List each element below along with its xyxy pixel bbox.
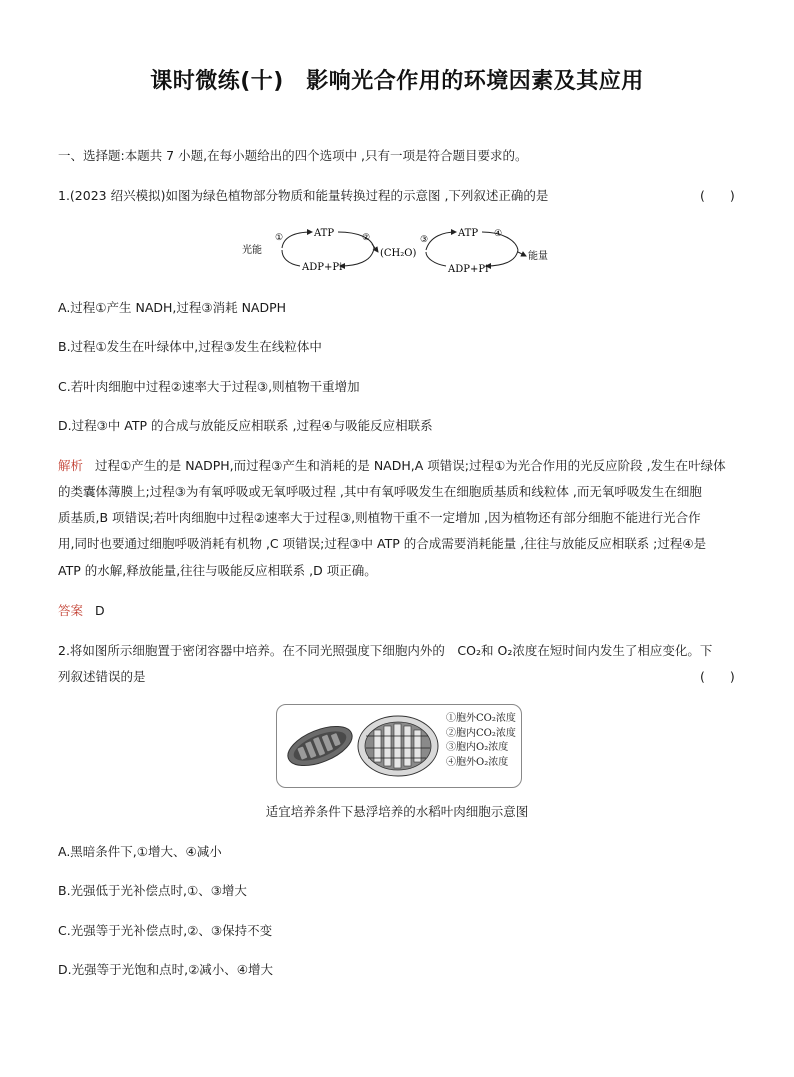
q1-stem: 1.(2023 绍兴模拟)如图为绿色植物部分物质和能量转换过程的示意图 ,下列叙述正确的是 bbox=[58, 188, 549, 203]
cycle-2-bottom-right bbox=[486, 250, 518, 266]
analysis-text-1: 过程①产生的是 NADPH,而过程③产生和消耗的是 NADH,A 项错误;过程①为光合作用的光反应阶段 ,发生在叶绿体 bbox=[95, 458, 726, 473]
arrow-3 bbox=[426, 232, 456, 250]
q1-analysis-line-4: 用,同时也要通过细胞呼吸消耗有机物 ,C 项错误;过程③中 ATP 的合成需要消耗能量 ,往往与放能反应相联系 ;过程④是 bbox=[58, 536, 707, 551]
cycle-1-bottom-right bbox=[340, 248, 374, 266]
q2-answer-paren: ( ) bbox=[700, 669, 735, 684]
cycle-1-bottom-left bbox=[282, 250, 300, 266]
q1-option-a: A.过程①产生 NADH,过程③消耗 NADPH bbox=[58, 300, 287, 315]
q1-energy-diagram bbox=[240, 222, 560, 278]
q1-analysis-line-2: 的类囊体薄膜上;过程③为有氧呼吸或无氧呼吸过程 ,其中有氧呼吸发生在细胞质基质和线粒体 ,而无氧呼吸发生在细胞 bbox=[58, 484, 702, 499]
q2-option-d: D.光强等于光饱和点时,②减小、④增大 bbox=[58, 962, 273, 977]
answer-label: 答案 bbox=[58, 603, 84, 618]
analysis-label: 解析 bbox=[58, 458, 84, 473]
cycle-2-top-right bbox=[482, 232, 518, 250]
q2-stem-line-2: 列叙述错误的是 bbox=[58, 669, 146, 684]
q1-analysis-line-5: ATP 的水解,释放能量,往往与吸能反应相联系 ,D 项正确。 bbox=[58, 563, 377, 578]
answer-value: D bbox=[95, 603, 105, 618]
q2-legend bbox=[446, 712, 516, 770]
section-heading: 一、选择题:本题共 7 小题,在每小题给出的四个选项中 ,只有一项是符合题目要求的。 bbox=[58, 148, 528, 163]
arrow-energy bbox=[518, 252, 526, 256]
q1-answer bbox=[58, 601, 105, 619]
q2-option-c: C.光强等于光补偿点时,②、③保持不变 bbox=[58, 923, 273, 938]
process-4-number: ④ bbox=[494, 229, 503, 239]
atp-1-label: ATP bbox=[314, 228, 335, 239]
q2-stem-line-1: 2.将如图所示细胞置于密闭容器中培养。在不同光照强度下细胞内外的 CO₂和 O₂浓度在短时间内发生了相应变化。下 bbox=[58, 643, 713, 658]
q2-option-a: A.黑暗条件下,①增大、④减小 bbox=[58, 844, 222, 859]
process-1-number: ① bbox=[275, 233, 284, 243]
q2-option-b: B.光强低于光补偿点时,①、③增大 bbox=[58, 883, 247, 898]
ch2o-label: (CH₂O) bbox=[380, 248, 417, 259]
q1-analysis-line-3: 质基质,B 项错误;若叶肉细胞中过程②速率大于过程③,则植物干重不一定增加 ,因为植物还有部分细胞不能进行光合作 bbox=[58, 510, 701, 525]
adp-1-label: ADP+Pi bbox=[302, 262, 343, 273]
cycle-2-bottom-left bbox=[426, 252, 446, 266]
q1-analysis-line-1 bbox=[58, 456, 726, 474]
q1-option-d: D.过程③中 ATP 的合成与放能反应相联系 ,过程④与吸能反应相联系 bbox=[58, 418, 433, 433]
adp-2-label: ADP+Pi bbox=[448, 264, 489, 275]
chloroplast-icon bbox=[282, 718, 357, 773]
q1-option-c: C.若叶肉细胞中过程②速率大于过程③,则植物干重增加 bbox=[58, 379, 360, 394]
page-title: 课时微练(十) 影响光合作用的环境因素及其应用 bbox=[150, 69, 644, 94]
legend-item-4: ④胞外O₂浓度 bbox=[446, 756, 509, 768]
light-energy-label: 光能 bbox=[242, 245, 262, 256]
q2-figure-caption: 适宜培养条件下悬浮培养的水稻叶肉细胞示意图 bbox=[265, 804, 529, 819]
mitochondrion-icon bbox=[358, 716, 438, 776]
legend-item-3: ③胞内O₂浓度 bbox=[446, 742, 509, 753]
process-3-number: ③ bbox=[420, 235, 429, 245]
q2-cell-illustration bbox=[282, 708, 442, 782]
energy-label: 能量 bbox=[528, 251, 548, 262]
q1-option-b: B.过程①发生在叶绿体中,过程③发生在线粒体中 bbox=[58, 339, 322, 354]
legend-item-1: ①胞外CO₂浓度 bbox=[446, 713, 516, 724]
atp-2-label: ATP bbox=[458, 228, 479, 239]
arrow-1 bbox=[282, 232, 312, 248]
legend-item-2: ②胞内CO₂浓度 bbox=[446, 727, 516, 739]
q1-answer-paren: ( ) bbox=[700, 188, 735, 203]
process-2-number: ② bbox=[362, 233, 371, 243]
